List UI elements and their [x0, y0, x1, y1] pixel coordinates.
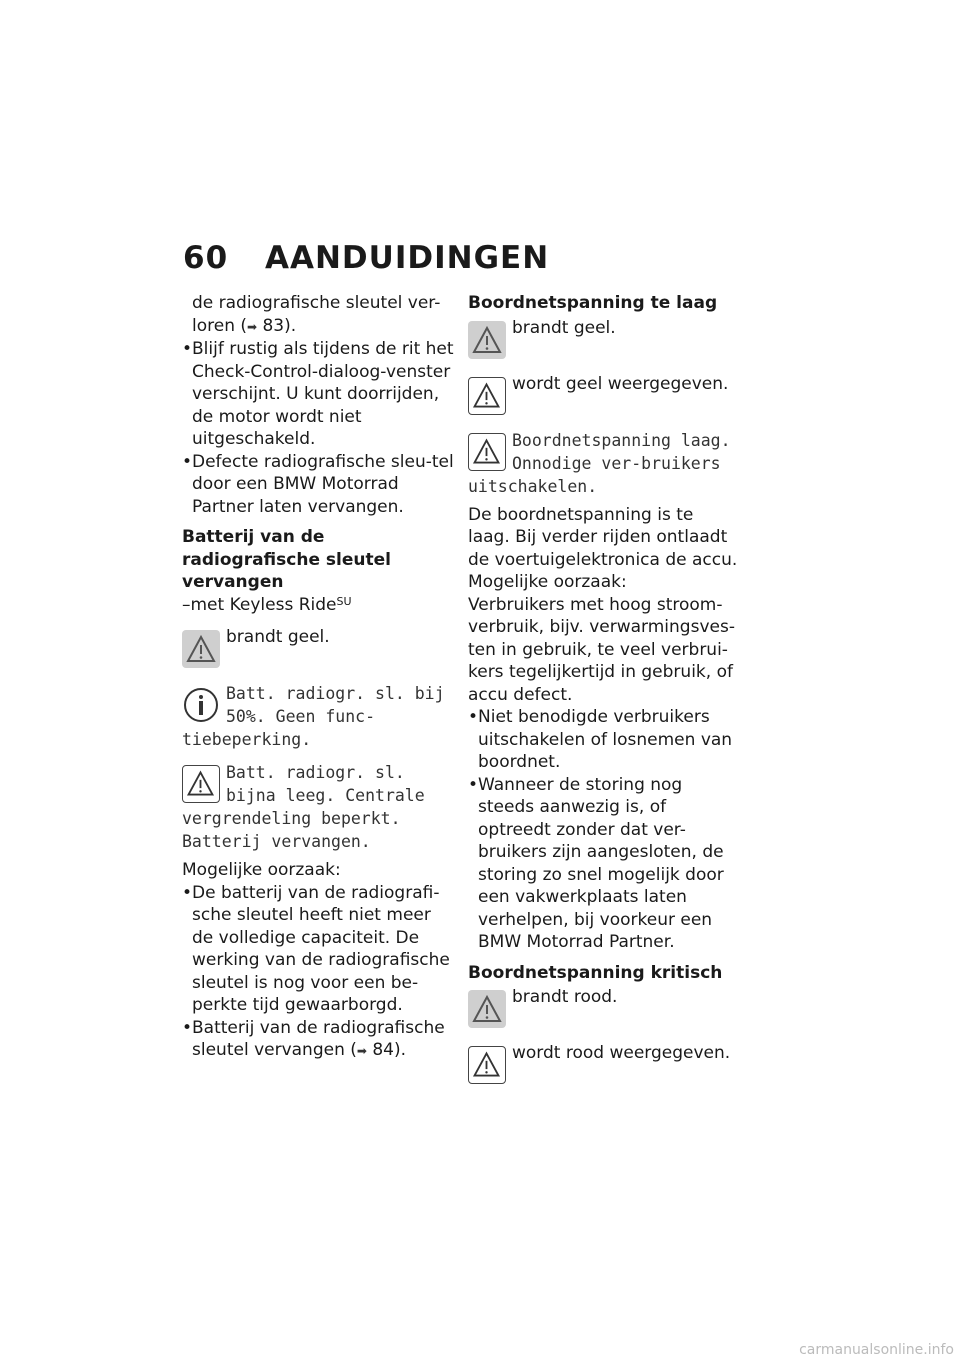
lamp-red-row	[468, 986, 740, 1032]
bullet-workshop-text: Wanneer de storing nog steeds aanwezig is, of optreedt zonder dat ver-bruikers zijn aangesloten, de storing zo snel mogelijk door een vakwerkplaats laten verhelpen, bij voorkeur een BMW Motorrad Partner.	[478, 774, 724, 952]
intro-line-2	[182, 315, 454, 339]
voltage-description: De boordnetspanning is te laag. Bij verder rijden ontlaadt de voertuigelektronica de accu.	[468, 504, 738, 570]
lamp-red-text: brandt rood.	[512, 987, 618, 1007]
page-number: 60	[183, 240, 229, 276]
warning-triangle-icon	[468, 1046, 506, 1084]
warning-lamp-icon	[468, 321, 506, 359]
cause-label: Mogelijke oorzaak:	[468, 572, 627, 592]
bullet-icon: •	[468, 707, 479, 727]
page-title: AANDUIDINGEN	[265, 240, 550, 276]
warning-triangle-icon	[468, 377, 506, 415]
display-yellow-row	[468, 373, 740, 419]
page-ref-arrow-icon: ➡	[356, 1044, 367, 1058]
message-50-text: Batt. radiogr. sl. bij 50%. Geen func-tiebeperking.	[182, 684, 445, 749]
bullet-replace-text: Batterij van de radiografische sleutel vervangen (	[192, 1017, 445, 1060]
bullet-replace	[182, 1017, 454, 1063]
page-ref-84[interactable]: 84).	[372, 1040, 407, 1060]
message-empty-row	[182, 761, 454, 853]
bullet-capacity-text: De batterij van de radiografi-sche sleutel heeft niet meer de volledige capaciteit. De werking van de radiografische sleutel is nog voor een be-perkte tijd gewaarborgd.	[192, 882, 450, 1015]
bullet-icon: •	[182, 451, 193, 472]
bullet-icon: •	[468, 774, 479, 795]
bullet-stay-calm	[182, 338, 454, 451]
section-heading-critical-voltage: Boordnetspanning kritisch	[468, 962, 723, 983]
lamp-text: brandt geel.	[226, 627, 330, 647]
bullet-icon: •	[182, 1017, 193, 1038]
intro-line-1: de radiografische sleutel ver-	[192, 293, 441, 313]
section-heading-low-voltage: Boordnetspanning te laag	[468, 293, 718, 313]
right-column	[468, 292, 740, 1088]
display-red-row	[468, 1042, 740, 1088]
bullet-icon: •	[182, 882, 193, 903]
display-red-text: wordt rood weergegeven.	[512, 1043, 731, 1063]
message-voltage-row	[468, 429, 740, 498]
warning-lamp-icon	[468, 990, 506, 1028]
bullet-stay-calm-text: Blijf rustig als tijdens de rit het Check-Control-dialoog-venster verschijnt. U kunt doorrijden, de motor wordt niet uitgeschakeld.	[192, 339, 454, 449]
page-ref-83[interactable]: 83).	[262, 315, 297, 336]
message-50-row	[182, 682, 454, 751]
bullet-defect-key-text: Defecte radiografische sleu-tel door een BMW Motorrad Partner laten vervangen.	[192, 451, 454, 517]
bullet-capacity	[182, 882, 454, 1017]
condition-text: –met Keyless Ride	[182, 594, 337, 615]
condition-line	[182, 594, 454, 617]
lamp-yellow-row	[468, 317, 740, 363]
lamp-yellow-text: brandt geel.	[512, 317, 616, 338]
bullet-disconnect	[468, 706, 740, 774]
info-icon	[182, 686, 220, 724]
intro-prefix: loren (	[192, 315, 248, 336]
bullet-icon: •	[182, 339, 193, 359]
warning-lamp-icon	[182, 630, 220, 668]
bullet-defect-key	[182, 451, 454, 519]
cause-description: Verbruikers met hoog stroom-verbruik, bijv. verwarmingsves-ten in gebruik, te veel verbrui-kers tegelijkertijd in gebruik, of accu defect.	[468, 594, 735, 705]
condition-superscript: SU	[336, 594, 352, 608]
warning-triangle-icon	[468, 433, 506, 471]
message-voltage-text: Boordnetspanning laag. Onnodige ver-bruikers uitschakelen.	[468, 430, 731, 496]
bullet-workshop	[468, 774, 740, 954]
watermark: carmanualsonline.info	[799, 1342, 954, 1358]
message-empty-text: Batt. radiogr. sl. bijna leeg. Centrale vergrendeling beperkt. Batterij vervangen.	[182, 763, 425, 851]
warning-triangle-icon	[182, 765, 220, 803]
lamp-row	[182, 626, 454, 672]
page-ref-arrow-icon: ➡	[247, 319, 258, 334]
left-column	[182, 292, 454, 1063]
cause-label: Mogelijke oorzaak:	[182, 860, 341, 880]
page-header	[183, 240, 549, 276]
section-heading-battery: Batterij van de radiografische sleutel vervangen	[182, 527, 391, 592]
bullet-disconnect-text: Niet benodigde verbruikers uitschakelen of losnemen van boordnet.	[478, 707, 733, 772]
display-yellow-text: wordt geel weergegeven.	[512, 373, 729, 394]
